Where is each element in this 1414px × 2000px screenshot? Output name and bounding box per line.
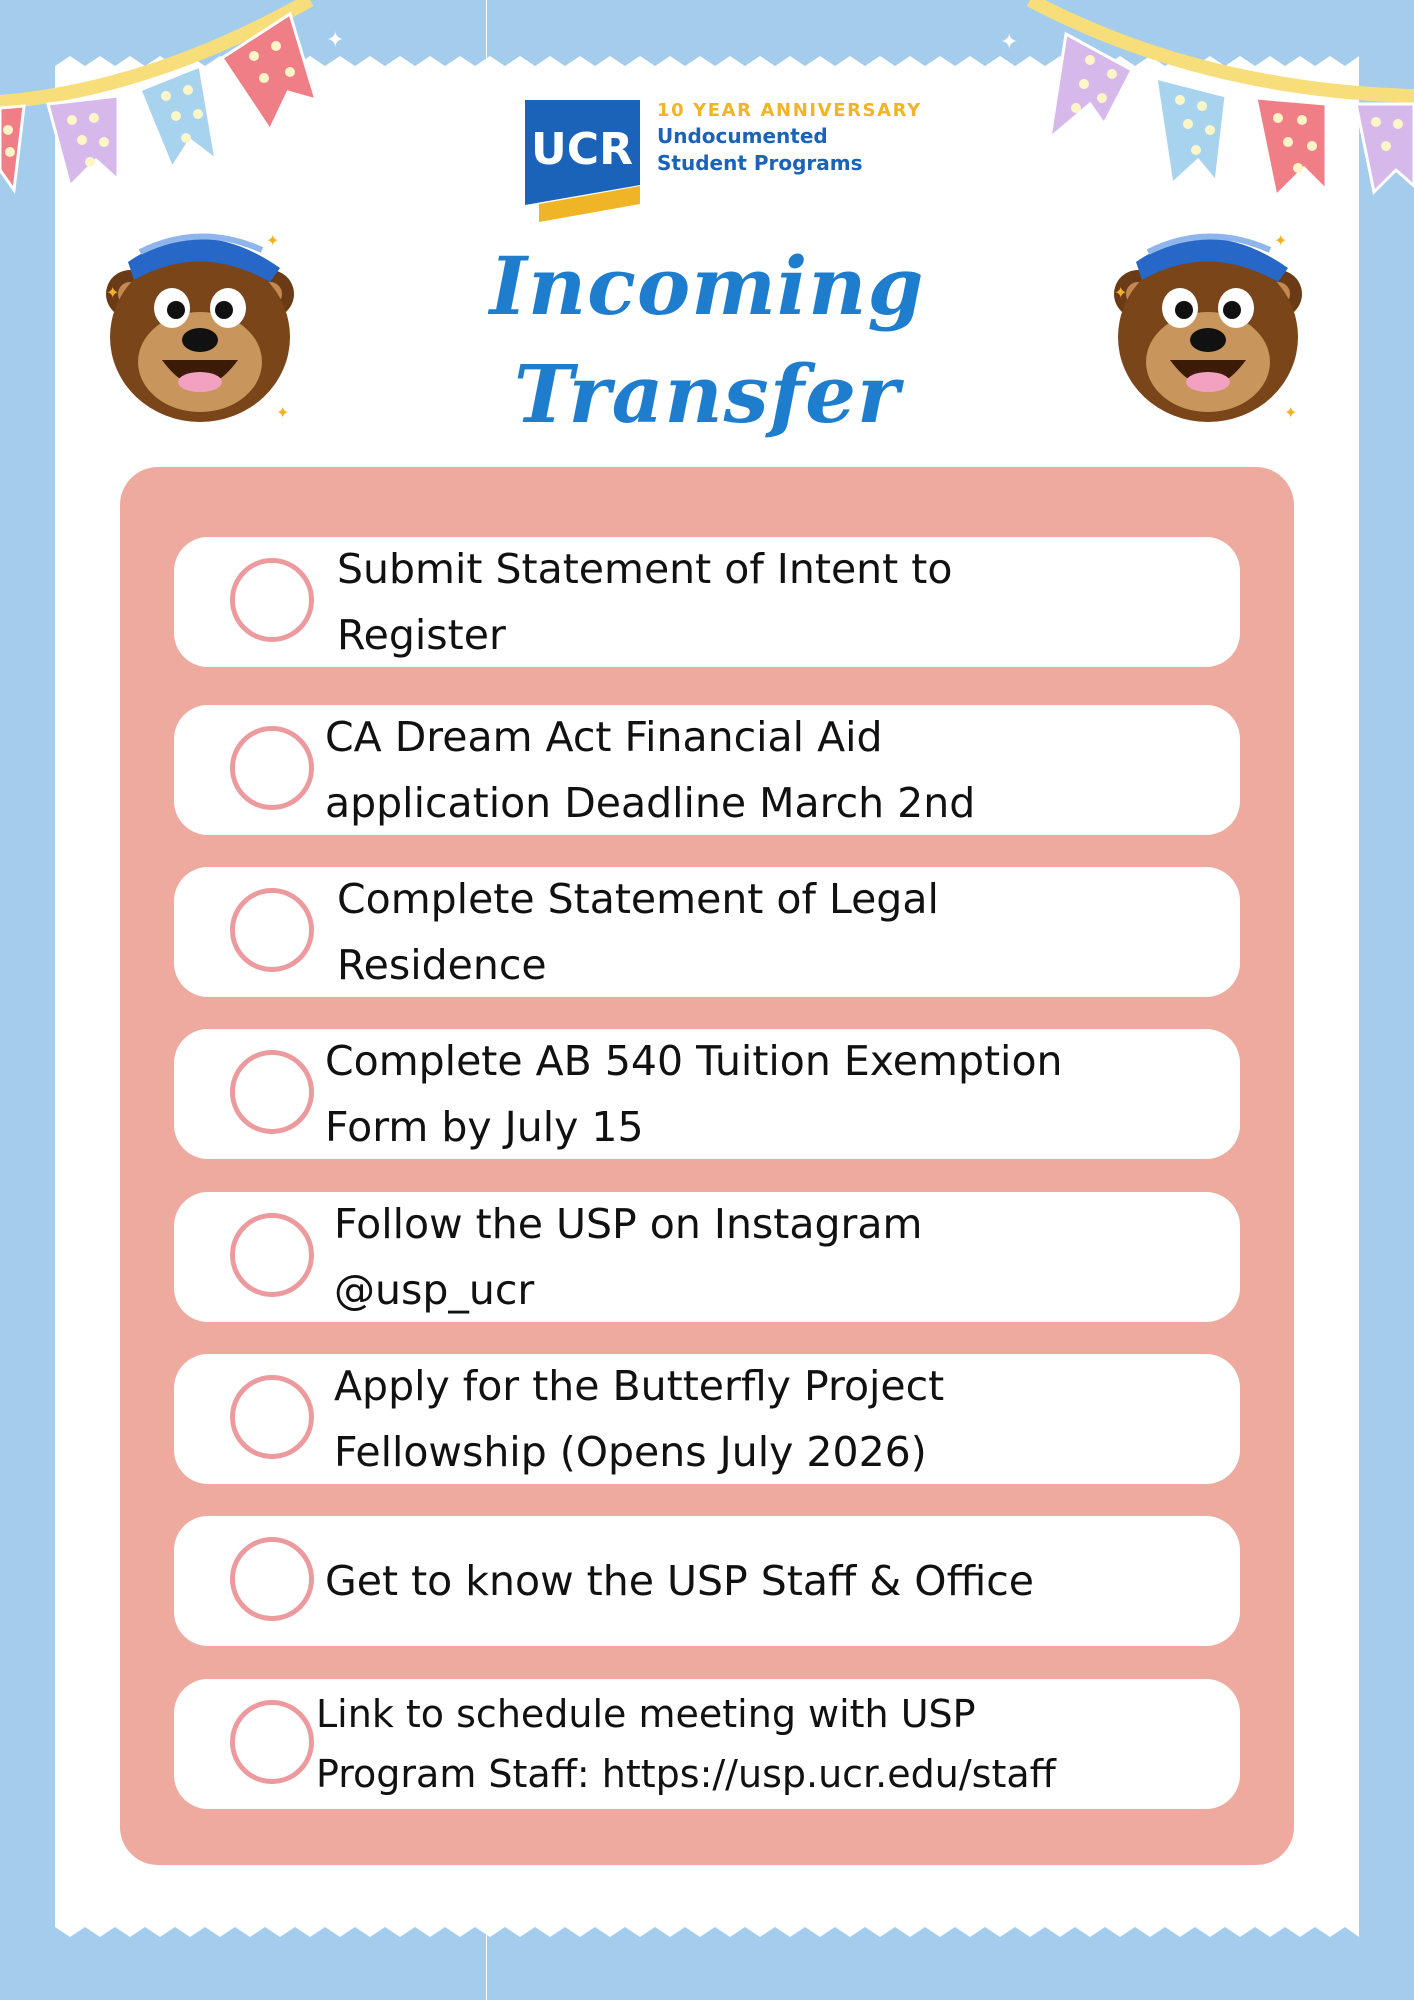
checklist-item-ab540[interactable]: [174, 1029, 1240, 1159]
checklist-panel: [120, 467, 1294, 1865]
checklist-item-label: Complete Statement of Legal Residence: [337, 875, 939, 989]
checklist-item-dream-act[interactable]: [174, 705, 1240, 835]
zigzag-bottom-edge: [55, 1907, 1359, 1937]
empty-circle-checkbox-icon[interactable]: [230, 888, 314, 972]
empty-circle-checkbox-icon[interactable]: [230, 558, 314, 642]
sparkle-icon: ✦: [326, 28, 345, 53]
bunting-flags-icon: [1020, 0, 1414, 210]
empty-circle-checkbox-icon[interactable]: [230, 726, 314, 810]
checklist-item-butterfly-project[interactable]: [174, 1354, 1240, 1484]
svg-text:✦: ✦: [1274, 231, 1288, 250]
checklist-item-usp-staff-office[interactable]: [174, 1516, 1240, 1646]
empty-circle-checkbox-icon[interactable]: [230, 1050, 314, 1134]
empty-circle-checkbox-icon[interactable]: [230, 1375, 314, 1459]
ucr-logo-mark-icon: [525, 100, 640, 225]
checklist-item-label: Complete AB 540 Tuition Exemption Form by July 15: [325, 1037, 1063, 1151]
checklist-item-label: Link to schedule meeting with USP Program Staff: https://usp.ucr.edu/staff: [316, 1692, 1056, 1796]
checklist-item-instagram[interactable]: [174, 1192, 1240, 1322]
checklist-item-schedule-meeting[interactable]: [174, 1679, 1240, 1809]
empty-circle-checkbox-icon[interactable]: [230, 1213, 314, 1297]
empty-circle-checkbox-icon[interactable]: [230, 1700, 314, 1784]
svg-text:✦: ✦: [106, 283, 120, 302]
checklist-item-label: Get to know the USP Staff & Office: [325, 1557, 1034, 1605]
checklist-item-label: Apply for the Butterfly Project Fellowship (Opens July 2026): [334, 1362, 945, 1476]
bear-mascot-icon: [100, 222, 300, 432]
bunting-flags-icon: [0, 0, 320, 210]
svg-text:✦: ✦: [1114, 283, 1128, 302]
svg-text:✦: ✦: [266, 231, 280, 250]
checklist-item-label: Follow the USP on Instagram @usp_ucr: [334, 1200, 923, 1314]
logo-line-1: Undocumented: [657, 124, 828, 148]
sparkle-icon: ✦: [1000, 30, 1019, 55]
logo-mark-text: UCR: [531, 124, 633, 175]
logo-line-2: Student Programs: [657, 151, 863, 175]
top-guide-line: [486, 0, 487, 58]
checklist-item-legal-residence[interactable]: [174, 867, 1240, 997]
ucr-usp-logo: [525, 100, 925, 225]
checklist-item-label: Submit Statement of Intent to Register: [337, 545, 953, 659]
empty-circle-checkbox-icon[interactable]: [230, 1537, 314, 1621]
title-line-1: Incoming Transfer: [489, 239, 925, 441]
checklist-item-label: CA Dream Act Financial Aid application Deadline March 2nd: [325, 713, 976, 827]
bear-mascot-icon: [1108, 222, 1308, 432]
svg-text:✦: ✦: [1284, 403, 1298, 422]
logo-anniversary: 10 YEAR ANNIVERSARY: [657, 100, 922, 121]
svg-text:✦: ✦: [276, 403, 290, 422]
staff-link[interactable]: Program Staff: https://usp.ucr.edu/staff: [316, 1752, 1056, 1796]
checklist-item-intent-to-register[interactable]: [174, 537, 1240, 667]
